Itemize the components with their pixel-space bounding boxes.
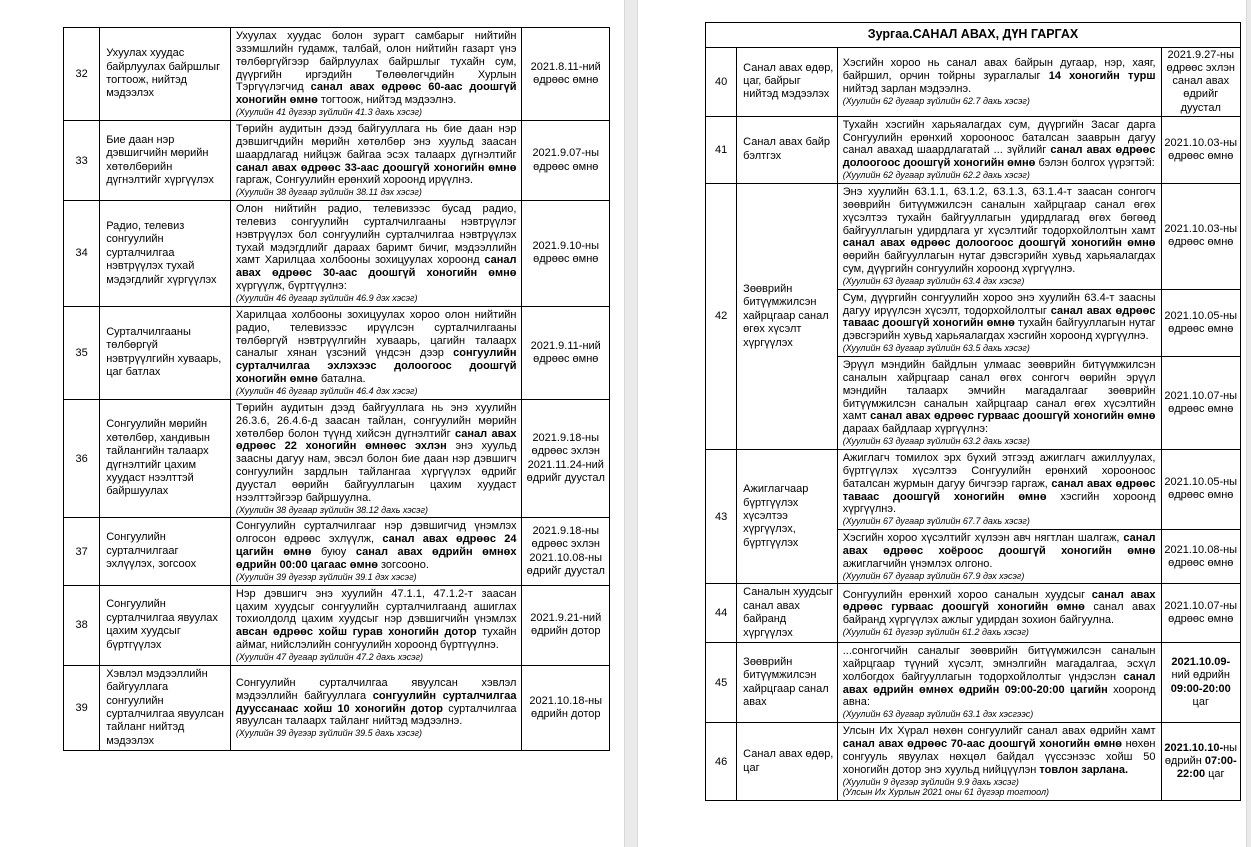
task-description xyxy=(837,183,1161,289)
row-number: 35 xyxy=(64,306,100,399)
deadline: 2021.9.10-ны өдрөөс өмнө xyxy=(522,201,610,307)
task-description-text: Энэ хуулийн 63.1.1, 63.1.2, 63.1.3, 63.1.4-т заасан сонгогч зөөврийн битүүмжилсэн саналын хайрцгаар санал өгөх хүсэлтээ тухайн байгууллагын удирдлагад өгөх бөгөөд байгууллагын удирдлага уг хүсэлтийг тодорхойлолтын хамт санал авах өдрөөс долоогоос доошгүй хоногийн өмнө өөрийн байгууллагын нутаг дэвсгэрийн хувьд харьяалагдах сум, дүүргийн сонгуулийн хороонд хүргүүлнэ. xyxy=(842,185,1156,276)
task-description-text: Төрийн аудитын дээд байгууллага нь бие даан нэр дэвшигчдийн мөрийн хөтөлбөр энэ хуульд заасан шаардлагад нийцэж байгаа эсэх талаарх дүгнэлтийг санал авах өдрөөс 33-аас доошгүй хоногийн өмнө гаргаж, Сонгуулийн ерөнхий хороонд ирүүлнэ. xyxy=(235,122,517,187)
task-description xyxy=(837,289,1161,356)
row-number: 33 xyxy=(64,120,100,200)
table-row xyxy=(64,518,610,585)
legal-citation: (Хуулийн 67 дугаар зүйлийн 67.9 дэх хэсэг) xyxy=(842,570,1025,581)
deadline: 2021.10.18-ны өдрийн дотор xyxy=(522,665,610,750)
deadline: 2021.9.27-ны өдрөөс эхлэн санал авах өдрийг дуустал xyxy=(1161,47,1241,116)
row-number: 39 xyxy=(64,665,100,750)
table-row xyxy=(64,585,610,665)
task-name: Санал авах өдөр, цаг, байрыг нийтэд мэдээлэх xyxy=(737,47,838,116)
task-name: Санал авах байр бэлтгэх xyxy=(737,116,838,183)
task-name: Сонгуулийн мөрийн хөтөлбөр, хандивын тайлангийн талаарх дүгнэлтийг цахим хуудаст нээлттэй байршуулах xyxy=(100,399,231,518)
task-description-text: Хэсгийн хороо нь санал авах байрын дугаар, нэр, хаяг, байршил, орчин тойрны зураглалыг 14 хоногийн турш нийтэд зарлан мэдээлнэ. xyxy=(842,57,1156,95)
task-name: Санал авах өдөр, цаг xyxy=(737,723,838,801)
deadline: 2021.10.03-ны өдрөөс өмнө xyxy=(1161,116,1241,183)
task-description xyxy=(230,306,522,399)
task-description-text: Сонгуулийн сурталчилгааг нэр дэвшигчид үнэмлэх олгосон өдрөөс эхлүүлж, санал авах өдрөөс 24 цагийн өмнө буюу санал авах өдрийн өмнөх өдрийн 00:00 цагаас өмнө зогсооно. xyxy=(235,520,517,572)
legal-citation: (Хуулийн 63 дугаар зүйлийн 63.2 дахь хэсэг) xyxy=(842,436,1030,447)
row-number: 46 xyxy=(706,723,737,801)
task-name: Зөөврийн битүүмжилсэн хайрцгаар санал өгөх хүсэлт хүргүүлэх xyxy=(737,183,838,449)
table-row xyxy=(706,584,1241,643)
task-description-text: Сум, дүүргийн сонгуулийн хороо энэ хуулийн 63.4-т заасны дагуу ирүүлсэн хүсэлт, тодорхойлолтыг санал авах өдрөөс таваас доошгүй хоногийн өмнө тухайн байгууллагын нутаг дэвсгэрийн хувьд харьяалагдах хэсгийн хороонд хүргүүлнэ. xyxy=(842,291,1156,343)
row-number: 41 xyxy=(706,116,737,183)
task-description-text: Сонгуулийн ерөнхий хороо саналын хуудсыг санал авах өдрөөс гурваас доошгүй хоногийн өмнө санал авах байранд хүргүүлэх ажлыг удирдан зохион байгуулна. xyxy=(842,588,1156,627)
task-name: Сурталчилгааны төлбөргүй нэвтрүүлгийн хуваарь, цаг батлах xyxy=(100,306,231,399)
table-row xyxy=(706,643,1241,723)
deadline: 2021.10.03-ны өдрөөс өмнө xyxy=(1161,183,1241,289)
task-description xyxy=(230,28,522,121)
task-description xyxy=(837,643,1161,723)
task-name: Хэвлэл мэдээллийн байгууллага сонгуулийн сурталчилгаа явуулсан тайланг нийтэд мэдээлэх xyxy=(100,665,231,750)
legal-citation: (Хуулийн 39 дүгээр зүйлийн 39.5 дахь хэсэг) xyxy=(235,728,423,739)
table-row xyxy=(706,183,1241,289)
task-description xyxy=(230,120,522,200)
deadline: 2021.10.07-ны өдрөөс өмнө xyxy=(1161,584,1241,643)
task-description xyxy=(837,449,1161,529)
schedule-table-left-body xyxy=(64,28,610,751)
task-description xyxy=(230,518,522,585)
task-description-text: Олон нийтийн радио, телевизээс бусад радио, телевиз сонгуулийн сурталчилгааны нэвтрүүлэг нэвтрүүлэх бол сонгуулийн сурталчилгаа нэвтрүүлэх тухай мэдэгдлийг дараах баримт бичиг, мэдээллийн хамт Харилцаа холбооны зохицуулах хороонд санал авах өдрөөс 30-аас доошгүй хоногийн өмнө хүргүүлж, бүртгүүлнэ: xyxy=(235,203,517,293)
row-number: 36 xyxy=(64,399,100,518)
table-row xyxy=(64,201,610,307)
row-number: 44 xyxy=(706,584,737,643)
table-row xyxy=(706,47,1241,116)
task-description-text: Ухуулах хуудас болон зурагт самбарыг нийтийн эзэмшлийн гудамж, талбай, олон нийтийн газарт үнэ төлбөргүйгээр байрлуулах байршлыг тухайн сум, дүүргийн иргэдийн Төлөөлөгчдийн Хурлын Тэргүүлэгчид санал авах өдрөөс 60-аас доошгүй хоногийн өмнө тогтоож, нийтэд мэдээлнэ. xyxy=(235,30,517,107)
task-name: Бие даан нэр дэвшигчийн мөрийн хөтөлбөрийн дүгнэлтийг хүргүүлэх xyxy=(100,120,231,200)
task-name: Сонгуулийн сурталчилгаа явуулах цахим хуудсыг бүртгүүлэх xyxy=(100,585,231,665)
task-description-text: Нэр дэвшигч энэ хуулийн 47.1.1, 47.1.2-т заасан цахим хуудсыг сонгуулийн сурталчилгаанд ашиглах тохиолдолд цахим хуудсыг нэр дэвшигчийн үнэмлэх авсан өдрөөс хойш гурав хоногийн дотор тухайн аймаг, нийслэлийн сонгуулийн хороонд бүртгүүлнэ. xyxy=(235,587,517,652)
deadline: 2021.10.09-ний өдрийн 09:00-20:00 цаг xyxy=(1161,643,1241,723)
legal-citation: (Хуулийн 39 дүгээр зүйлийн 39.1 дэх хэсэг) xyxy=(235,571,417,582)
deadline: 2021.8.11-ний өдрөөс өмнө xyxy=(522,28,610,121)
legal-citation: (Хуулийн 63 дугаар зүйлийн 63.1 дэх хэсгээс) xyxy=(842,709,1034,720)
deadline: 2021.10.05-ны өдрөөс өмнө xyxy=(1161,289,1241,356)
table-row xyxy=(64,120,610,200)
deadline: 2021.9.18-ны өдрөөс эхлэн 2021.11.24-ний өдрийг дуустал xyxy=(522,399,610,518)
table-row xyxy=(706,116,1241,183)
legal-citation: (Хуулийн 9 дүгээр зүйлийн 9.9 дахь хэсэг) xyxy=(842,776,1019,787)
schedule-table-right xyxy=(705,22,1241,801)
task-description-text: Төрийн аудитын дээд байгууллага нь энэ хуулийн 26.3.6, 26.4.6-д заасан тайлан, сонгуулийн мөрийн хөтөлбөр болон түүнд хийсэн дүгнэлтийг санал авах өдрөөс 22 хоногийн өмнөөс эхлэн энэ хуульд заасны дагуу нам, эвсэл болон бие даан нэр дэвшигч сонгуулийн зардлын тайлангаа хүргүүлэх өдрийг дуустал өөрийн байгууллагын цахим хуудаст нээлттэйгээр байршуулна. xyxy=(235,401,517,504)
task-description xyxy=(230,399,522,518)
deadline: 2021.10.05-ны өдрөөс өмнө xyxy=(1161,449,1241,529)
task-description xyxy=(230,201,522,307)
task-description-text: Тухайн хэсгийн харьяалагдах сум, дүүргийн Засаг дарга Сонгуулийн ерөнхий хорооноос баталсан зааврын дагуу санал авахад шаардлагатай ... зүйлийг санал авах өдрөөс долоогоос доошгүй хоногийн өмнө бэлэн болгох үүрэгтэй: xyxy=(842,118,1156,170)
legal-citation: (Хуулийн 38 дугаар зүйлийн 38.11 дэх хэсэг) xyxy=(235,187,422,198)
deadline: 2021.10.07-ны өдрөөс өмнө xyxy=(1161,356,1241,449)
task-description xyxy=(837,584,1161,643)
section-title: Зургаа.САНАЛ АВАХ, ДҮН ГАРГАХ xyxy=(706,23,1241,48)
task-name: Саналын хуудсыг санал авах байранд хүргүүлэх xyxy=(737,584,838,643)
task-name: Сонгуулийн сурталчилгааг эхлүүлэх, зогсоох xyxy=(100,518,231,585)
row-number: 38 xyxy=(64,585,100,665)
task-name: Ажиглагчаар бүртгүүлэх хүсэлтээ хүргүүлэх, бүртгүүлэх xyxy=(737,449,838,583)
table-row xyxy=(706,723,1241,801)
deadline: 2021.9.07-ны өдрөөс өмнө xyxy=(522,120,610,200)
legal-citation: (Хуулийн 63 дугаар зүйлийн 63.5 дахь хэсэг) xyxy=(842,343,1030,354)
task-description xyxy=(837,47,1161,116)
legal-citation: (Хуулийн 41 дүгээр зүйлийн 41.3 дахь хэсэг) xyxy=(235,107,423,118)
page-divider xyxy=(624,0,638,847)
task-name: Ухуулах хуудас байрлуулах байршлыг тогтоож, нийтэд мэдээлэх xyxy=(100,28,231,121)
row-number: 45 xyxy=(706,643,737,723)
row-number: 37 xyxy=(64,518,100,585)
task-description xyxy=(837,530,1161,584)
page-left xyxy=(63,27,610,751)
row-number: 34 xyxy=(64,201,100,307)
task-description-text: ...сонгогчийн саналыг зөөврийн битүүмжилсэн саналын хайрцгаар түүний хүсэлт, эмнэлгийн магадалгаа, эсхүл холбогдох байгууллагын тодорхойлолтыг үндэслэн санал авах өдрийн өмнөх өдрийн 09:00-20:00 цагийн хооронд авна: xyxy=(842,645,1156,709)
legal-citation: (Хуулийн 62 дугаар зүйлийн 62.7 дахь хэсэг) xyxy=(842,95,1030,106)
task-description xyxy=(837,116,1161,183)
table-row xyxy=(706,449,1241,529)
task-description-text: Эрүүл мэндийн байдлын улмаас зөөврийн битүүмжилсэн саналын хайрцгаар санал өгөх сонгогч өөрийн эрүүл мэндийн талаарх эмчийн магадалгааг зөөврийн битүүмжилсэн саналын хайрцгаар санал өгөх хүсэлтийн хамт санал авах өдрөөс гурваас доошгүй хоногийн өмнө дараах байдлаар хүргүүлнэ: xyxy=(842,358,1156,436)
task-description xyxy=(230,585,522,665)
task-name: Зөөврийн битүүмжилсэн хайрцгаар санал авах xyxy=(737,643,838,723)
legal-citation: (Хуулийн 67 дугаар зүйлийн 67.7 дахь хэсэг) xyxy=(842,516,1030,527)
deadline: 2021.10.10-ны өдрийн 07:00-22:00 цаг xyxy=(1161,723,1241,801)
task-description xyxy=(230,665,522,750)
legal-citation: (Хуулийн 47 дугаар зүйлийн 47.2 дахь хэсэг) xyxy=(235,652,424,663)
table-row xyxy=(64,28,610,121)
task-description-text: Улсын Их Хүрал нөхөн сонгуулийг санал авах өдрийн хамт санал авах өдрөөс 70-аас доошгүй хоногийн өмнө нөхөн сонгууль явуулах нөхцөл байдал үүссэнээс хойш 50 хоногийн дотор энэ хуульд нийцүүлэн товлон зарлана. xyxy=(842,725,1156,776)
task-name: Радио, телевиз сонгуулийн сурталчилгаа нэвтрүүлэх тухай мэдэгдлийг хүргүүлэх xyxy=(100,201,231,307)
task-description-text: Харилцаа холбооны зохицуулах хороо олон нийтийн радио, телевизээс ирүүлсэн сурталчилгааны төлбөргүй нэвтрүүлгийн хуваарь, цагийн талаарх саналыг хянан үзсэний үндсэн дээр сонгуулийн сурталчилгаа эхлэхээс долоогоос доошгүй хоногийн өмнө батална. xyxy=(235,308,517,386)
schedule-table-right-body xyxy=(706,47,1241,800)
task-description-text: Сонгуулийн сурталчилгаа явуулсан хэвлэл мэдээллийн байгууллага сонгуулийн сурталчилгаа дууссанаас хойш 10 хоногийн дотор сурталчилгаа явуулсан талаарх тайланг нийтэд мэдээлнэ. xyxy=(235,676,517,728)
legal-citation: (Хуулийн 46 дугаар зүйлийн 46.4 дэх хэсэг) xyxy=(235,386,418,397)
legal-citation: (Улсын Их Хурлын 2021 оны 61 дүгээр тогтоол) xyxy=(842,787,1050,798)
task-description-text: Ажиглагч томилох эрх бүхий этгээд ажиглагч ажиллуулах, бүртгүүлэх хүсэлтээ Сонгуулийн ерөнхий хорооноос баталсан журмын дагуу бичгээр гаргаж, санал авах өдрөөс таваас доошгүй хоногийн өмнө хэсгийн хороонд хүргүүлнэ. xyxy=(842,451,1156,516)
table-row xyxy=(64,306,610,399)
table-row xyxy=(64,665,610,750)
section-header-row xyxy=(706,23,1241,48)
task-description xyxy=(837,723,1161,801)
row-number: 40 xyxy=(706,47,737,116)
legal-citation: (Хуулийн 63 дугаар зүйлийн 63.4 дэх хэсэг) xyxy=(842,275,1025,286)
deadline: 2021.9.18-ны өдрөөс эхлэн 2021.10.08-ны өдрийг дуустал xyxy=(522,518,610,585)
page-right xyxy=(705,22,1241,801)
deadline: 2021.9.21-ний өдрийн дотор xyxy=(522,585,610,665)
row-number: 32 xyxy=(64,28,100,121)
legal-citation: (Хуулийн 62 дугаар зүйлийн 62.2 дахь хэсэг) xyxy=(842,170,1030,181)
legal-citation: (Хуулийн 38 дугаар зүйлийн 38.12 дахь хэсэг) xyxy=(235,504,429,515)
row-number: 43 xyxy=(706,449,737,583)
legal-citation: (Хуулийн 61 дүгээр зүйлийн 61.2 дахь хэсэг) xyxy=(842,627,1029,638)
task-description xyxy=(837,356,1161,449)
deadline: 2021.10.08-ны өдрөөс өмнө xyxy=(1161,530,1241,584)
legal-citation: (Хуулийн 46 дугаар зүйлийн 46.9 дэх хэсэг) xyxy=(235,293,418,304)
table-row xyxy=(64,399,610,518)
page-edge-divider xyxy=(1246,0,1251,847)
row-number: 42 xyxy=(706,183,737,449)
task-description-text: Хэсгийн хороо хүсэлтийг хүлээн авч нягтлан шалгаж, санал авах өдрөөс хоёроос доошгүй хоногийн өмнө ажиглагчийн үнэмлэх олгоно. xyxy=(842,532,1156,570)
deadline: 2021.9.11-ний өдрөөс өмнө xyxy=(522,306,610,399)
schedule-table-left xyxy=(63,27,610,751)
